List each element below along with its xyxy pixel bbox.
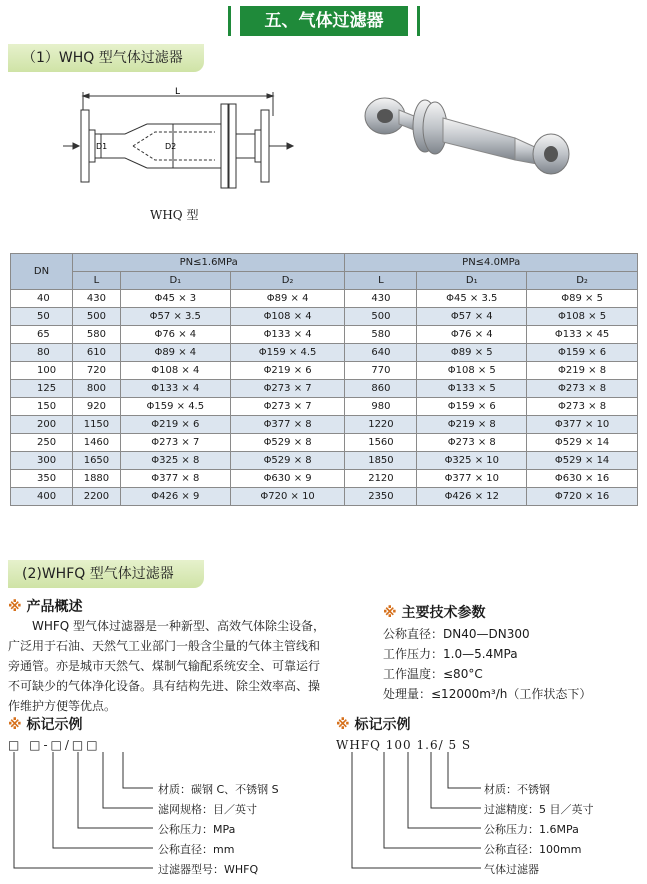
table-cell: 40 (11, 290, 73, 308)
asterisk-mark-icon: ※ (8, 717, 22, 733)
table-cell: 400 (11, 488, 73, 506)
asterisk-mark-icon: ※ (8, 599, 22, 615)
table-row (11, 488, 638, 506)
tech-param: 公称直径：DN40—DN300 (383, 627, 530, 641)
dim-d2-label: D2 (165, 142, 177, 151)
overview-text (8, 616, 343, 716)
table-cell: Φ529 × 8 (230, 452, 345, 470)
table-cell: Φ89 × 5 (417, 344, 527, 362)
table-cell: 1650 (72, 452, 120, 470)
col-header: D₂ (527, 272, 638, 290)
table-cell: 580 (72, 326, 120, 344)
table-row (11, 380, 638, 398)
table-cell: 430 (72, 290, 120, 308)
table-cell: Φ159 × 4.5 (230, 344, 345, 362)
table-cell: 250 (11, 434, 73, 452)
marking-legend-right (484, 780, 594, 880)
table-cell: Φ159 × 4.5 (120, 398, 230, 416)
marking-item: 滤网规格：目／英寸 (158, 803, 257, 816)
table-cell: Φ273 × 7 (230, 380, 345, 398)
col-header: D₂ (230, 272, 345, 290)
table-cell: 1880 (72, 470, 120, 488)
table-cell: 2200 (72, 488, 120, 506)
table-cell: Φ159 × 6 (527, 344, 638, 362)
table-row (11, 308, 638, 326)
table-cell: Φ76 × 4 (417, 326, 527, 344)
table-row (11, 434, 638, 452)
table-cell: Φ57 × 3.5 (120, 308, 230, 326)
table-row (11, 416, 638, 434)
col-dn-header: DN (11, 254, 73, 290)
table-cell: 2350 (345, 488, 417, 506)
marking-item: 公称压力：1.6MPa (484, 823, 579, 836)
table-cell: Φ108 × 5 (527, 308, 638, 326)
table-cell: Φ273 × 7 (120, 434, 230, 452)
marking-item: 气体过滤器 (484, 863, 539, 876)
tech-param: 工作压力：1.0—5.4MPa (383, 647, 518, 661)
overview-heading: ※ 产品概述 (8, 599, 83, 615)
table-cell: 150 (11, 398, 73, 416)
table-cell: 800 (72, 380, 120, 398)
table-cell: Φ57 × 4 (417, 308, 527, 326)
table-cell: Φ630 × 16 (527, 470, 638, 488)
table-cell: 920 (72, 398, 120, 416)
table-cell: Φ273 × 7 (230, 398, 345, 416)
table-cell: Φ219 × 6 (230, 362, 345, 380)
table-cell: Φ133 × 5 (417, 380, 527, 398)
table-cell: 860 (345, 380, 417, 398)
table-cell: Φ377 × 10 (527, 416, 638, 434)
table-cell: 500 (345, 308, 417, 326)
marking-item: 材质：碳钢 C、不锈钢 S (158, 783, 279, 796)
table-cell: 1560 (345, 434, 417, 452)
table-cell: 125 (11, 380, 73, 398)
table-cell: Φ529 × 14 (527, 452, 638, 470)
marking-heading-left: ※ 标记示例 (8, 717, 83, 733)
table-cell: Φ273 × 8 (527, 398, 638, 416)
table-cell: Φ325 × 10 (417, 452, 527, 470)
tech-param: 工作温度：≤80°C (383, 667, 483, 681)
asterisk-mark-icon: ※ (336, 717, 350, 733)
table-row (11, 470, 638, 488)
table-cell: Φ45 × 3.5 (417, 290, 527, 308)
table-cell: Φ45 × 3 (120, 290, 230, 308)
table-row (11, 398, 638, 416)
table-cell: Φ108 × 4 (230, 308, 345, 326)
table-cell: Φ325 × 8 (120, 452, 230, 470)
table-cell: Φ133 × 45 (527, 326, 638, 344)
table-row (11, 326, 638, 344)
overview-line: 不可缺少的气体净化设备。具有结构先进、除尘效率高、操 (8, 679, 321, 693)
table-cell: Φ377 × 10 (417, 470, 527, 488)
marking-item: 公称直径：mm (158, 843, 235, 856)
section1-title: （1）WHQ 型气体过滤器 (8, 44, 204, 72)
table-cell: 430 (345, 290, 417, 308)
marking-code-example: WHFQ 100 1.6/ 5 S (336, 738, 472, 752)
marking-item: 过滤精度：5 目／英寸 (484, 803, 594, 816)
table-cell: 720 (72, 362, 120, 380)
table-cell: Φ720 × 16 (527, 488, 638, 506)
table-cell: Φ89 × 4 (120, 344, 230, 362)
table-cell: 80 (11, 344, 73, 362)
table-cell: 200 (11, 416, 73, 434)
table-cell: Φ108 × 4 (120, 362, 230, 380)
table-cell: 980 (345, 398, 417, 416)
table-cell: Φ529 × 14 (527, 434, 638, 452)
whq-spec-table (10, 253, 638, 506)
marking-item: 公称压力：MPa (158, 823, 236, 836)
table-cell: Φ133 × 4 (120, 380, 230, 398)
table-cell: Φ630 × 9 (230, 470, 345, 488)
dim-d1-label: D1 (96, 142, 108, 151)
group-pn16-header: PN≤1.6MPa (72, 254, 345, 272)
table-cell: Φ219 × 6 (120, 416, 230, 434)
table-cell: 1220 (345, 416, 417, 434)
table-cell: Φ89 × 5 (527, 290, 638, 308)
tech-params (383, 624, 638, 704)
table-cell: Φ219 × 8 (527, 362, 638, 380)
table-cell: 2120 (345, 470, 417, 488)
table-cell: Φ108 × 5 (417, 362, 527, 380)
drawing-caption: WHQ 型 (150, 208, 199, 222)
table-cell: 1150 (72, 416, 120, 434)
section2-title: (2)WHFQ 型气体过滤器 (8, 560, 204, 588)
table-cell: 770 (345, 362, 417, 380)
table-cell: 300 (11, 452, 73, 470)
table-cell: Φ426 × 12 (417, 488, 527, 506)
table-row (11, 452, 638, 470)
table-cell: Φ89 × 4 (230, 290, 345, 308)
table-cell: Φ133 × 4 (230, 326, 345, 344)
table-cell: Φ426 × 9 (120, 488, 230, 506)
table-cell: 1460 (72, 434, 120, 452)
whq-product-photo (355, 88, 585, 188)
table-cell: 350 (11, 470, 73, 488)
marking-item: 公称直径：100mm (484, 843, 582, 856)
overview-line: 作维护方便等优点。 (8, 699, 117, 713)
group-pn40-header: PN≤4.0MPa (345, 254, 638, 272)
table-cell: Φ529 × 8 (230, 434, 345, 452)
marking-heading-right: ※ 标记示例 (336, 717, 411, 733)
whq-technical-drawing (55, 86, 305, 196)
marking-code-template: □ □-□/□□ (8, 738, 101, 752)
table-cell: Φ76 × 4 (120, 326, 230, 344)
marking-item: 过滤器型号：WHFQ (158, 863, 259, 876)
table-cell: Φ159 × 6 (417, 398, 527, 416)
table-cell: Φ377 × 8 (120, 470, 230, 488)
table-cell: 100 (11, 362, 73, 380)
tech-param: 处理量：≤12000m³/h（工作状态下） (383, 687, 592, 701)
table-cell: 580 (345, 326, 417, 344)
col-header: D₁ (417, 272, 527, 290)
table-row (11, 362, 638, 380)
col-header: D₁ (120, 272, 230, 290)
overview-line: WHFQ 型气体过滤器是一种新型、高效气体除尘设备， (32, 619, 326, 633)
page-title: 五、气体过滤器 (240, 6, 408, 36)
asterisk-mark-icon: ※ (383, 605, 397, 621)
table-cell: 1850 (345, 452, 417, 470)
table-row (11, 290, 638, 308)
table-cell: Φ720 × 10 (230, 488, 345, 506)
table-cell: 50 (11, 308, 73, 326)
marking-item: 材质：不锈钢 (484, 783, 550, 796)
table-cell: 610 (72, 344, 120, 362)
table-cell: Φ273 × 8 (417, 434, 527, 452)
table-cell: 640 (345, 344, 417, 362)
table-row (11, 344, 638, 362)
table-cell: 500 (72, 308, 120, 326)
table-cell: Φ219 × 8 (417, 416, 527, 434)
marking-leaders-right (336, 752, 486, 877)
col-header: L (72, 272, 120, 290)
table-cell: Φ273 × 8 (527, 380, 638, 398)
overview-line: 广泛用于石油、天然气工业部门一般含尘量的气体主管线和 (8, 639, 321, 653)
table-cell: Φ377 × 8 (230, 416, 345, 434)
tech-heading: ※ 主要技术参数 (383, 605, 486, 621)
overview-line: 旁通管。亦是城市天然气、煤制气输配系统安全、可靠运行 (8, 659, 321, 673)
marking-leaders-left (8, 752, 158, 877)
dim-l-label: L (175, 87, 181, 97)
marking-legend-left (158, 780, 279, 880)
table-cell: 65 (11, 326, 73, 344)
col-header: L (345, 272, 417, 290)
